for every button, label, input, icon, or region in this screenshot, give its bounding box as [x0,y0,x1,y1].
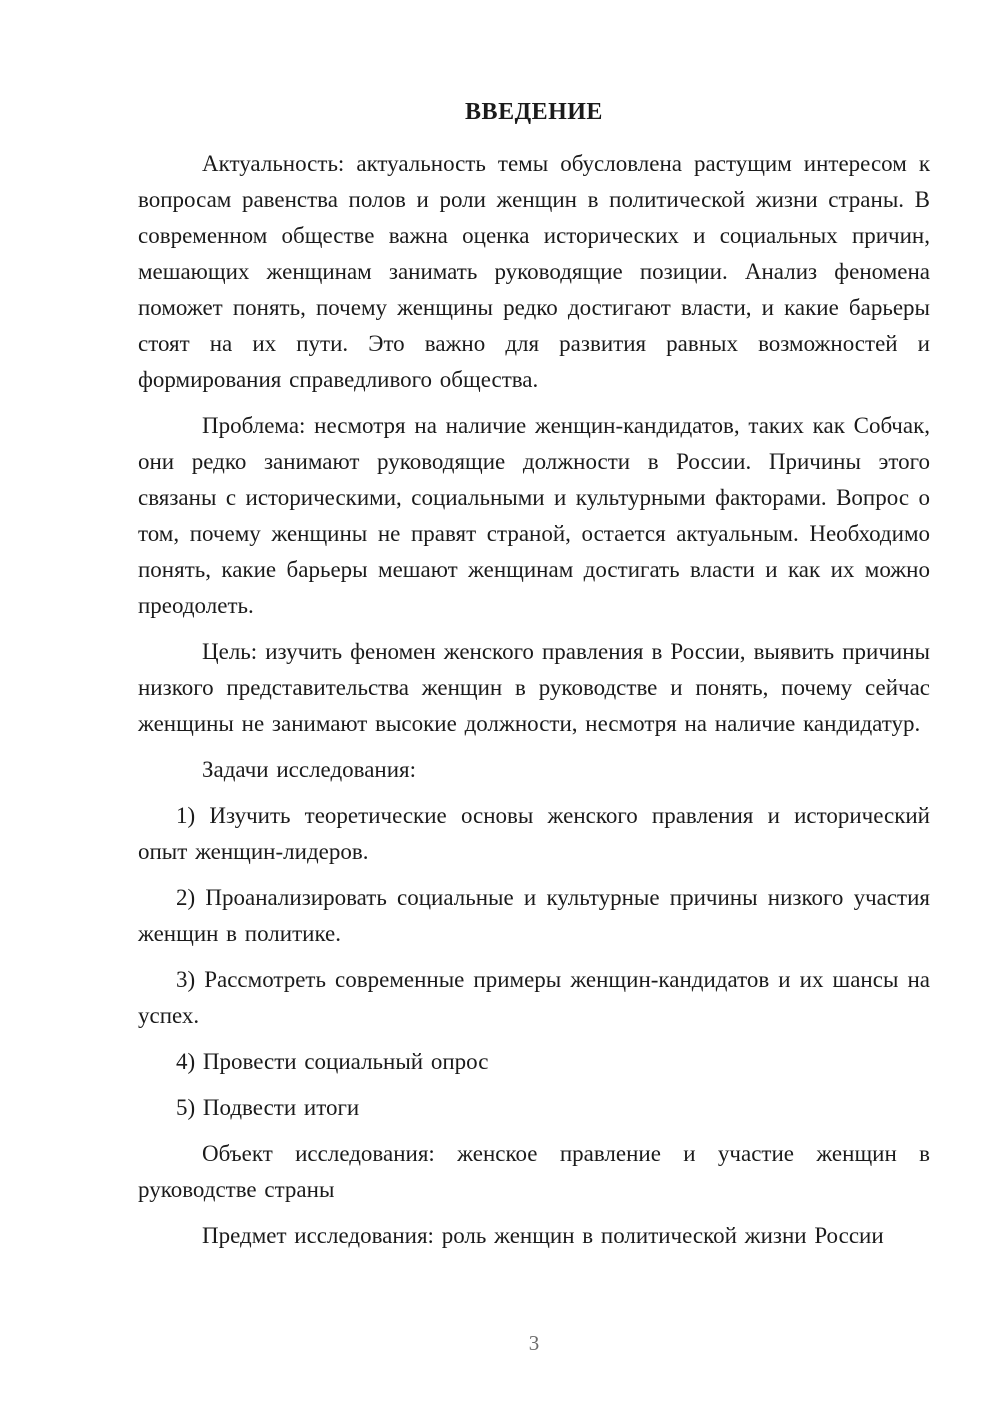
page-number: 3 [528,1331,540,1355]
paragraph-goal: Цель: изучить феномен женского правления в России, выявить причины низкого представительства женщин в руководстве и понять, почему сейчас женщины не занимают высокие должности, несмотря на наличие кандидатур. [138,639,930,736]
task-item-5: 5) Подвести итоги [176,1095,360,1120]
paragraph-object: Объект исследования: женское правление и участие женщин в руководстве страны [138,1141,930,1202]
task-item-4: 4) Провести социальный опрос [176,1049,489,1074]
task-item-2: 2) Проанализировать социальные и культурные причины низкого участия женщин в политике. [138,885,930,946]
task-item-3: 3) Рассмотреть современные примеры женщин-кандидатов и их шансы на успех. [138,967,930,1028]
task-item-1: 1) Изучить теоретические основы женского правления и исторический опыт женщин-лидеров. [138,803,930,864]
paragraph-problem: Проблема: несмотря на наличие женщин-кандидатов, таких как Собчак, они редко занимают руководящие должности в России. Причины этого связаны с историческими, социальными и культурными факторами. Вопрос о том, почему женщины не правят страной, остается актуальным. Необходимо понять, какие барьеры мешают женщинам достигать власти и как их можно преодолеть. [138,413,930,618]
paragraph-tasks-heading: Задачи исследования: [202,757,417,782]
paragraph-subject: Предмет исследования: роль женщин в политической жизни России [202,1223,884,1248]
paragraph-relevance: Актуальность: актуальность темы обусловлена растущим интересом к вопросам равенства полов и роли женщин в политической жизни страны. В современном обществе важна оценка исторических и социальных причин, мешающих женщинам занимать руководящие позиции. Анализ феномена поможет понять, почему женщины редко достигают власти, и какие барьеры стоят на их пути. Это важно для развития равных возможностей и формирования справедливого общества. [138,151,930,392]
page-title: ВВЕДЕНИЕ [465,99,603,125]
